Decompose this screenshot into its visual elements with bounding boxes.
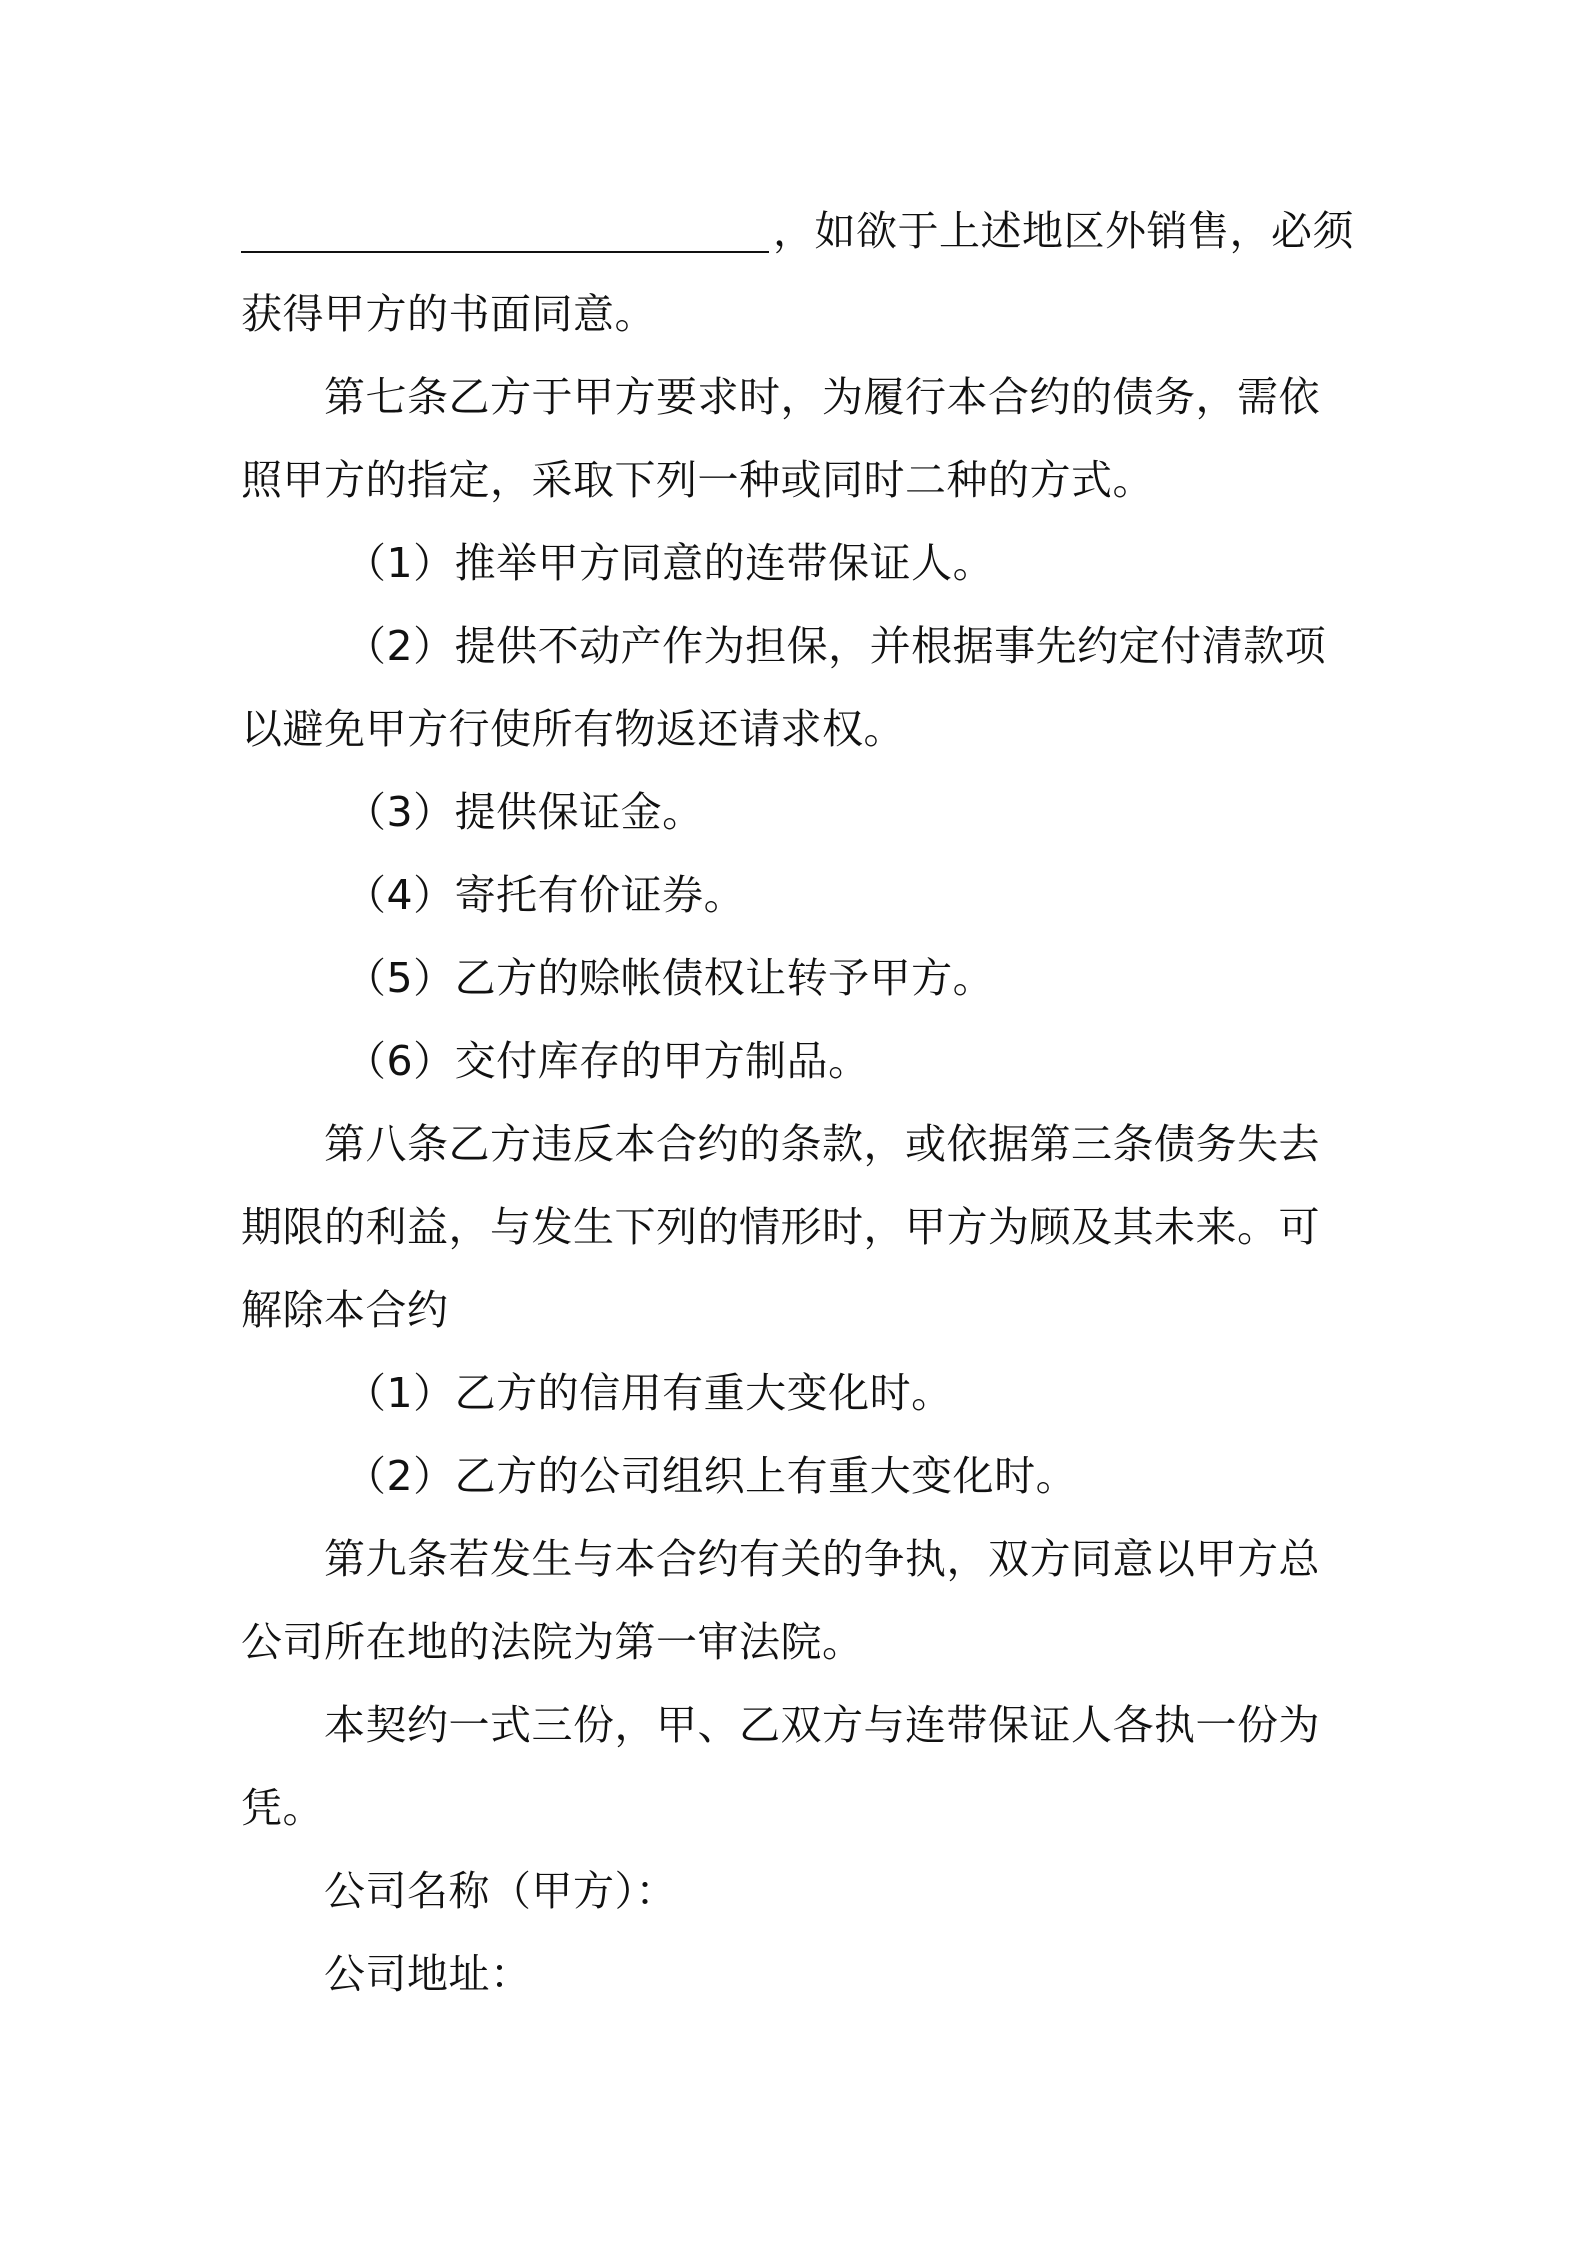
list-item: （5）乙方的赊帐债权让转予甲方。 <box>345 954 995 1002</box>
article-8-line: 第八条乙方违反本合约的条款，或依据第三条债务失去 <box>324 1120 1320 1168</box>
paragraph-line: ，如欲于上述地区外销售，必须 <box>241 190 1351 273</box>
article-7-line: 第七条乙方于甲方要求时，为履行本合约的债务，需依 <box>324 373 1320 421</box>
list-item: （6）交付库存的甲方制品。 <box>345 1037 870 1085</box>
article-7-line: 照甲方的指定，采取下列一种或同时二种的方式。 <box>241 456 1154 504</box>
article-8-line: 解除本合约 <box>241 1286 449 1334</box>
article-8-line: 期限的利益，与发生下列的情形时，甲方为顾及其未来。可 <box>241 1203 1320 1251</box>
article-9-line: 公司所在地的法院为第一审法院。 <box>241 1618 864 1666</box>
copies-clause-line: 凭。 <box>241 1784 324 1832</box>
paragraph-line: 获得甲方的书面同意。 <box>241 290 656 338</box>
article-9-line: 第九条若发生与本合约有关的争执，双方同意以甲方总 <box>324 1535 1320 1583</box>
blank-fill-line <box>241 210 769 253</box>
document-body <box>241 190 1354 2016</box>
list-item: （1）推举甲方同意的连带保证人。 <box>345 539 995 587</box>
copies-clause-line: 本契约一式三份，甲、乙双方与连带保证人各执一份为 <box>324 1701 1320 1749</box>
list-item-continuation: 以避免甲方行使所有物返还请求权。 <box>241 705 905 753</box>
company-address-label: 公司地址： <box>324 1950 532 1998</box>
list-item: （2）提供不动产作为担保，并根据事先约定付清款项 <box>345 622 1327 670</box>
list-item: （1）乙方的信用有重大变化时。 <box>345 1369 953 1417</box>
list-item: （3）提供保证金。 <box>345 788 704 836</box>
company-name-label: 公司名称（甲方）： <box>324 1867 677 1915</box>
list-item: （4）寄托有价证券。 <box>345 871 746 919</box>
list-item: （2）乙方的公司组织上有重大变化时。 <box>345 1452 1078 1500</box>
